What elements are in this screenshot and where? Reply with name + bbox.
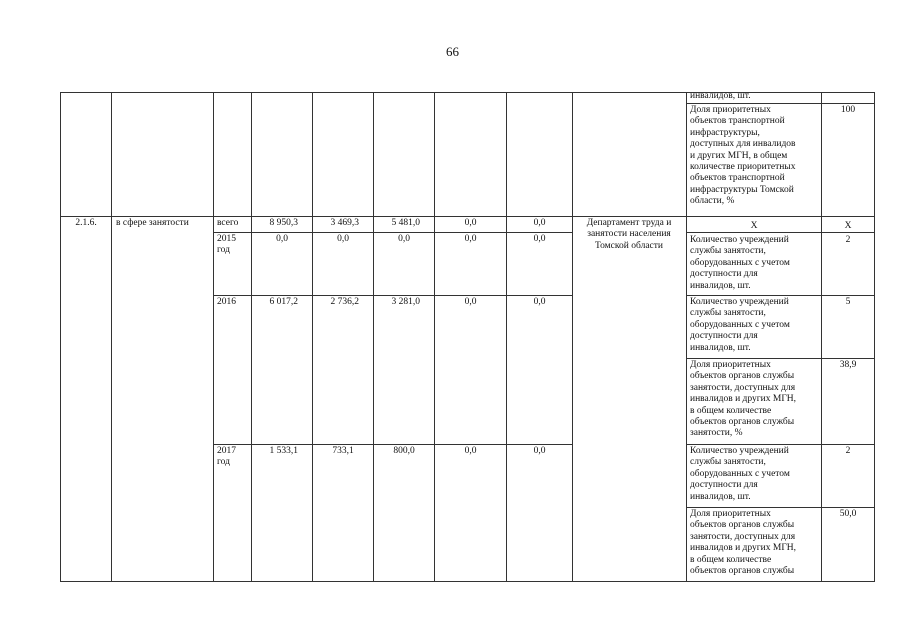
row-divider	[686, 103, 875, 104]
amount-cell: 0,0	[398, 234, 410, 244]
table-col-divider	[434, 92, 435, 581]
row-divider	[686, 507, 875, 508]
row-divider	[60, 216, 875, 217]
item-code: 2.1.6.	[75, 218, 97, 228]
table-col-divider	[506, 92, 507, 581]
amount-cell: 0,0	[464, 234, 477, 244]
indicator-value: Х	[844, 221, 852, 231]
period-label: всего	[217, 218, 239, 228]
amount-cell: 733,1	[332, 446, 354, 456]
amount-cell: 0,0	[464, 297, 477, 307]
amount-cell: 3 469,3	[330, 218, 359, 228]
indicator-text: Количество учреждений службы занятости, оборудованных с учетом доступности для инвалидов, шт.	[690, 235, 790, 291]
row-divider	[686, 358, 875, 359]
indicator-value: 100	[840, 105, 856, 115]
amount-cell: 3 281,0	[391, 297, 420, 307]
indicator-text: Количество учреждений службы занятости, оборудованных с учетом доступности для инвалидов, шт.	[690, 446, 790, 502]
row-divider	[213, 295, 572, 296]
amount-cell: 0,0	[533, 446, 546, 456]
table-col-divider	[572, 92, 573, 581]
amount-cell: 0,0	[337, 234, 349, 244]
indicator-value: 2	[845, 235, 851, 245]
page-number: 66	[446, 44, 459, 59]
indicator-text: Доля приоритетных объектов органов службы занятости, доступных для инвалидов и других МГН, в общем количестве объектов органов службы	[690, 509, 797, 577]
period-label: 2016	[217, 297, 236, 307]
indicator-value: 5	[845, 297, 851, 307]
indicator-text: Доля приоритетных объектов органов службы занятости, доступных для инвалидов и других МГН, в общем количестве объектов органов службы занятости, %	[690, 360, 797, 439]
table-border-bottom	[60, 581, 875, 582]
amount-cell: 0,0	[464, 218, 477, 228]
table-border-left	[60, 92, 61, 581]
row-divider	[686, 295, 875, 296]
amount-cell: 0,0	[276, 234, 288, 244]
amount-cell: 2 736,2	[330, 297, 359, 307]
amount-cell: 1 533,1	[269, 446, 298, 456]
amount-cell: 6 017,2	[269, 297, 298, 307]
indicator-text-continuation: инвалидов, шт.	[690, 91, 751, 101]
amount-cell: 800,0	[393, 446, 415, 456]
indicator-text: Х	[750, 221, 758, 231]
table-col-divider	[373, 92, 374, 581]
amount-cell: 0,0	[533, 297, 546, 307]
amount-cell: 0,0	[533, 218, 546, 228]
period-label: 2017 год	[217, 446, 236, 468]
table-col-divider	[312, 92, 313, 581]
amount-cell: 0,0	[533, 234, 546, 244]
table-col-divider	[111, 92, 112, 581]
indicator-text: Доля приоритетных объектов транспортной инфраструктуры, доступных для инвалидов и других МГН, в общем количестве приоритетных объектов транспортной инфраструктуры Томской области, %	[690, 105, 796, 207]
row-divider	[686, 444, 875, 445]
item-name: в сфере занятости	[116, 218, 189, 228]
period-label: 2015 год	[217, 234, 236, 256]
executor: Департамент труда и занятости населения Томской области	[586, 218, 672, 251]
row-divider	[213, 232, 572, 233]
table-col-divider	[251, 92, 252, 581]
amount-cell: 0,0	[464, 446, 477, 456]
row-divider	[213, 444, 572, 445]
indicator-value: 2	[845, 446, 851, 456]
indicator-text: Количество учреждений службы занятости, оборудованных с учетом доступности для инвалидов, шт.	[690, 297, 790, 353]
table-col-divider	[213, 92, 214, 581]
indicator-value: 50,0	[839, 509, 857, 519]
amount-cell: 8 950,3	[269, 218, 298, 228]
indicator-value: 38,9	[839, 360, 857, 370]
amount-cell: 5 481,0	[391, 218, 420, 228]
